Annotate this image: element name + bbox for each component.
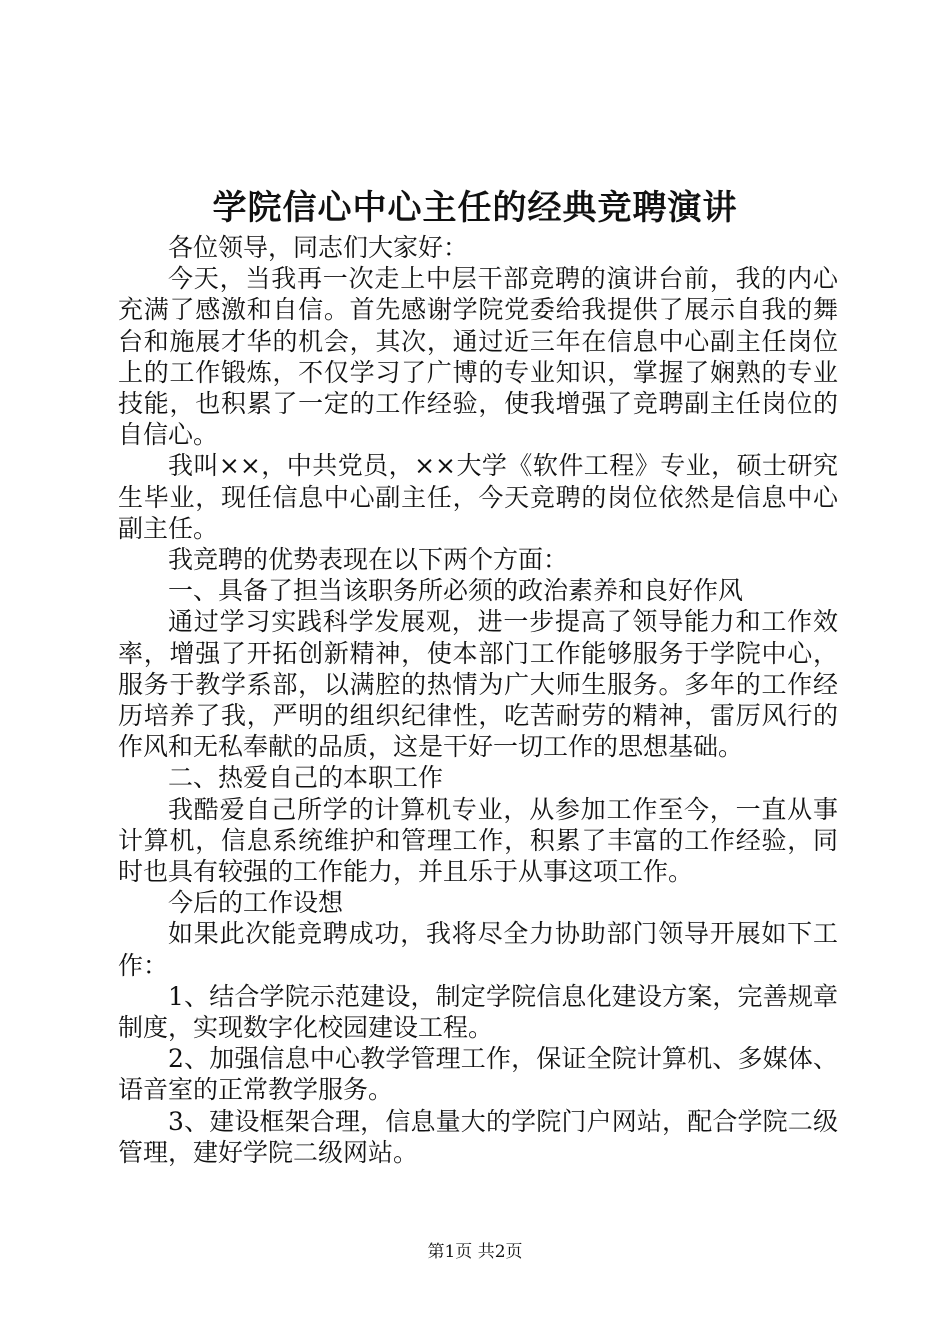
list-item-plan-3: 3、建设框架合理，信息量大的学院门户网站，配合学院二级管理，建好学院二级网站。 <box>118 1106 838 1167</box>
list-item-plan-1: 1、结合学院示范建设，制定学院信息化建设方案，完善规章制度，实现数字化校园建设工程。 <box>118 981 838 1043</box>
paragraph-intro: 今天，当我再一次走上中层干部竞聘的演讲台前，我的内心充满了感激和自信。首先感谢学院党委给我提供了展示自我的舞台和施展才华的机会，其次，通过近三年在信息中心副主任岗位上的工作锻炼，不仅学习了广博的专业知识，掌握了娴熟的专业技能，也积累了一定的工作经验，使我增强了竞聘副主任岗位的自信心。 <box>118 264 838 450</box>
paragraph-greeting: 各位领导，同志们大家好： <box>168 233 469 262</box>
list-item-plan-2: 2、加强信息中心教学管理工作，保证全院计算机、多媒体、语音室的正常教学服务。 <box>118 1044 838 1105</box>
paragraph-section-2: 我酷爱自己所学的计算机专业，从参加工作至今，一直从事计算机，信息系统维护和管理工作，积累了丰富的工作经验，同时也具有较强的工作能力，并且乐于从事这项工作。 <box>118 794 838 887</box>
paragraph-section-1: 通过学习实践科学发展观，进一步提高了领导能力和工作效率，增强了开拓创新精神，使本部门工作能够服务于学院中心，服务于教学系部，以满腔的热情为广大师生服务。多年的工作经历培养了我，严明的组织纪律性，吃苦耐劳的精神，雷厉风行的作风和无私奉献的品质，这是干好一切工作的思想基础。 <box>118 607 838 762</box>
paragraph-advantages-heading: 我竞聘的优势表现在以下两个方面： <box>168 545 569 575</box>
paragraph-self-intro: 我叫××，中共党员，××大学《软件工程》专业，硕士研究生毕业，现任信息中心副主任，今天竞聘的岗位依然是信息中心副主任。 <box>118 451 838 543</box>
document-body <box>118 232 838 1168</box>
section-heading-1: 一、具备了担当该职务所必须的政治素养和良好作风 <box>168 576 744 606</box>
document-title: 学院信心中心主任的经典竞聘演讲 <box>212 188 738 228</box>
page-footer: 第1页 共2页 <box>427 1242 523 1262</box>
section-heading-2: 二、热爱自己的本职工作 <box>168 763 444 793</box>
section-heading-plans: 今后的工作设想 <box>168 888 344 918</box>
paragraph-plans-intro: 如果此次能竞聘成功，我将尽全力协助部门领导开展如下工作： <box>118 919 838 980</box>
